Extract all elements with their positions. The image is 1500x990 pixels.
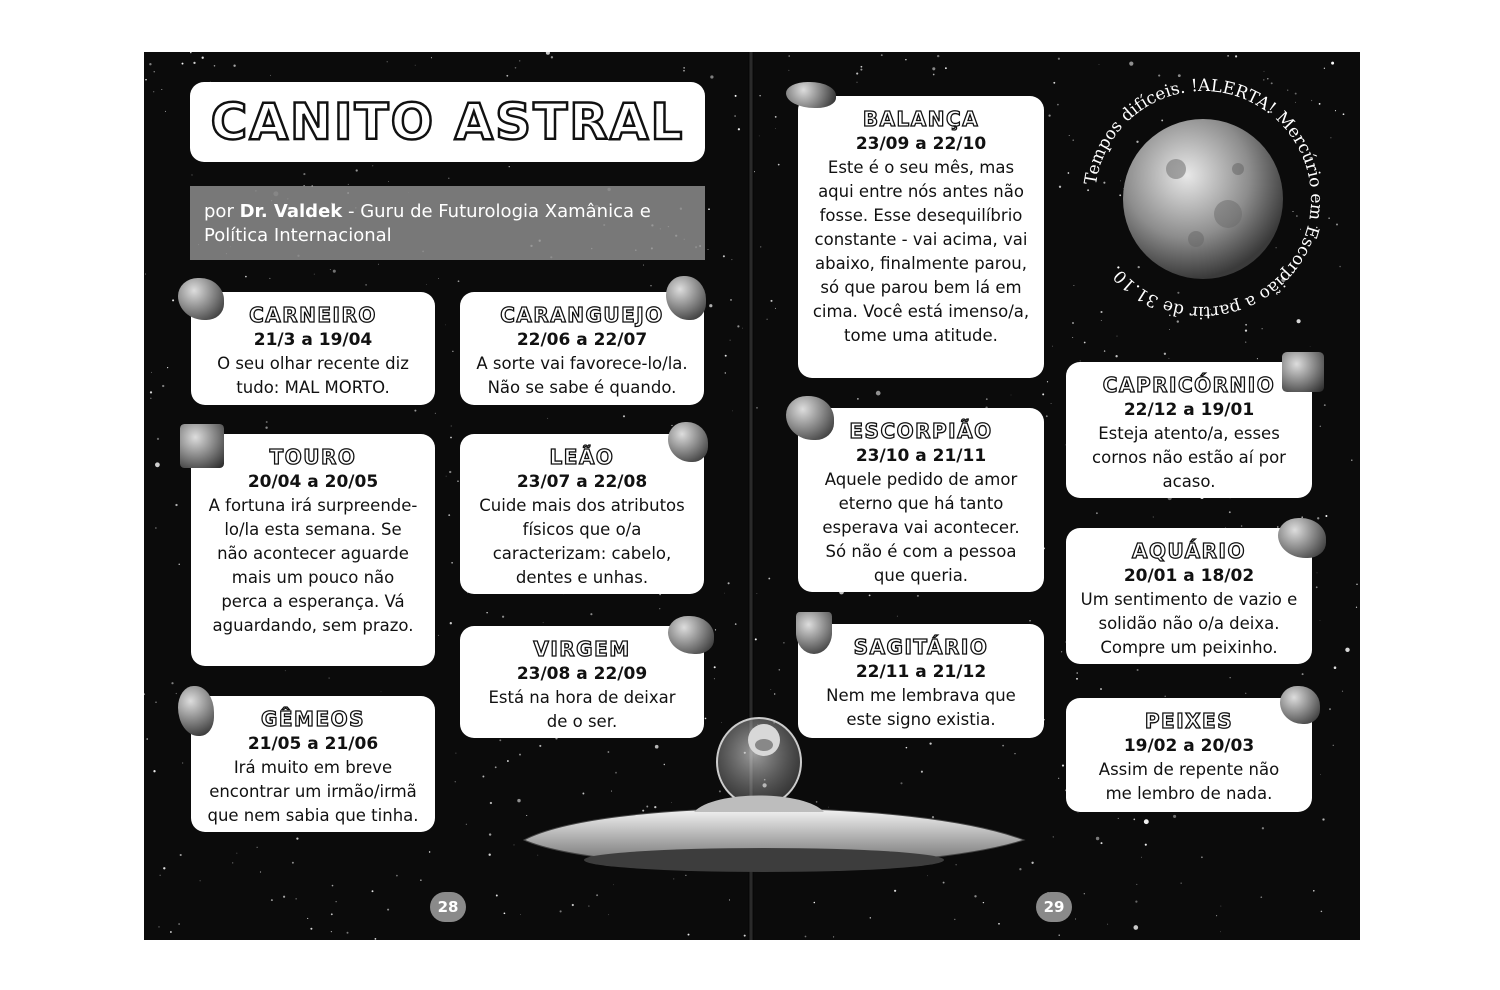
sign-dates: 23/08 a 22/09: [516, 664, 648, 684]
page-title: CANITO ASTRAL: [210, 93, 685, 151]
sign-card-touro: [191, 434, 435, 666]
sign-name: CARNEIRO: [249, 303, 377, 327]
sign-text: Este é o seu mês, mas aqui entre nós antes não fosse. Esse desequilíbrio constante - vai acima, vai abaixo, finalmente parou, só que parou bem lá em cima. Você está imenso/a, tome uma atitude.: [812, 158, 1030, 345]
moon-badge: [1078, 74, 1328, 324]
byline-rest: - Guru de Futurologia Xamânica e Política Internacional: [204, 201, 651, 246]
sign-dates: 22/11 a 21/12: [855, 662, 987, 682]
sign-text: Um sentimento de vazio e solidão não o/a deixa. Compre um peixinho.: [1080, 590, 1298, 657]
sign-text: A sorte vai favorece-lo/la. Não se sabe é quando.: [476, 354, 688, 397]
sign-card-balanca: [798, 96, 1044, 378]
sign-name: SAGITÁRIO: [853, 635, 989, 659]
sign-dates: 23/07 a 22/08: [516, 472, 648, 492]
crystal-image: [796, 612, 832, 654]
sign-card-leao: [460, 434, 704, 594]
sign-dates: 21/05 a 21/06: [247, 734, 379, 754]
sign-card-capricornio: [1066, 362, 1312, 498]
sign-text: Aquele pedido de amor eterno que há tanto esperava vai acontecer. Só não é com a pessoa que queria.: [822, 470, 1020, 585]
sign-dates: 20/01 a 18/02: [1123, 566, 1255, 586]
sign-card-escorpiao: [798, 408, 1044, 592]
sign-name: ESCORPIÃO: [849, 419, 993, 443]
sign-card-peixes: [1066, 698, 1312, 812]
byline-prefix: por: [204, 201, 240, 222]
sign-text: O seu olhar recente diz tudo: MAL MORTO.: [217, 354, 409, 397]
ufo-illustration: [464, 700, 1044, 900]
sign-dates: 22/06 a 22/07: [516, 330, 648, 350]
sign-dates: 21/3 a 19/04: [253, 330, 373, 350]
moon-image: [1078, 74, 1328, 324]
sign-text: A fortuna irá surpreende-lo/la esta semana. Se não acontecer aguarde mais um pouco não perca a esperança. Vá aguardando, sem prazo.: [208, 496, 418, 635]
sign-name: LEÃO: [549, 445, 615, 469]
sign-name: TOURO: [269, 445, 357, 469]
sign-name: CARANGUEJO: [500, 303, 664, 327]
title-box: [190, 82, 705, 162]
sign-dates: 20/04 a 20/05: [247, 472, 379, 492]
sign-dates: 23/10 a 21/11: [855, 446, 987, 466]
crystal-image: [1282, 352, 1324, 392]
sign-name: VIRGEM: [533, 637, 631, 661]
sign-text: Cuide mais dos atributos físicos que o/a caracterizam: cabelo, dentes e unhas.: [479, 496, 685, 587]
moon-caption: Tempos difíceis. !ALERTA! Mercúrio em Escorpião a partir de 31.10.: [1080, 75, 1327, 323]
sign-text: Nem me lembrava que este signo existia.: [826, 686, 1016, 729]
crystal-image: [180, 424, 224, 468]
sign-text: Assim de repente não me lembro de nada.: [1098, 760, 1280, 803]
sign-dates: 23/09 a 22/10: [855, 134, 987, 154]
sign-name: CAPRICÓRNIO: [1102, 373, 1276, 397]
sign-card-caranguejo: [460, 292, 704, 405]
sign-dates: 22/12 a 19/01: [1123, 400, 1255, 420]
byline-author: Dr. Valdek: [239, 201, 343, 222]
byline: [190, 186, 705, 260]
sign-text: Está na hora de deixar de o ser.: [488, 688, 676, 731]
page-number: 29: [1036, 892, 1072, 922]
sign-name: GÊMEOS: [260, 707, 366, 731]
sign-name: PEIXES: [1144, 709, 1234, 733]
sign-card-carneiro: [191, 292, 435, 405]
sign-name: AQUÁRIO: [1132, 539, 1246, 563]
page-number: 28: [430, 892, 466, 922]
sign-dates: 19/02 a 20/03: [1123, 736, 1255, 756]
sign-text: Irá muito em breve encontrar um irmão/irmã que nem sabia que tinha.: [207, 758, 419, 825]
sign-card-gemeos: [191, 696, 435, 832]
sign-name: BALANÇA: [862, 107, 980, 131]
sign-card-aquario: [1066, 528, 1312, 664]
sign-text: Esteja atento/a, esses cornos não estão aí por acaso.: [1092, 424, 1286, 491]
